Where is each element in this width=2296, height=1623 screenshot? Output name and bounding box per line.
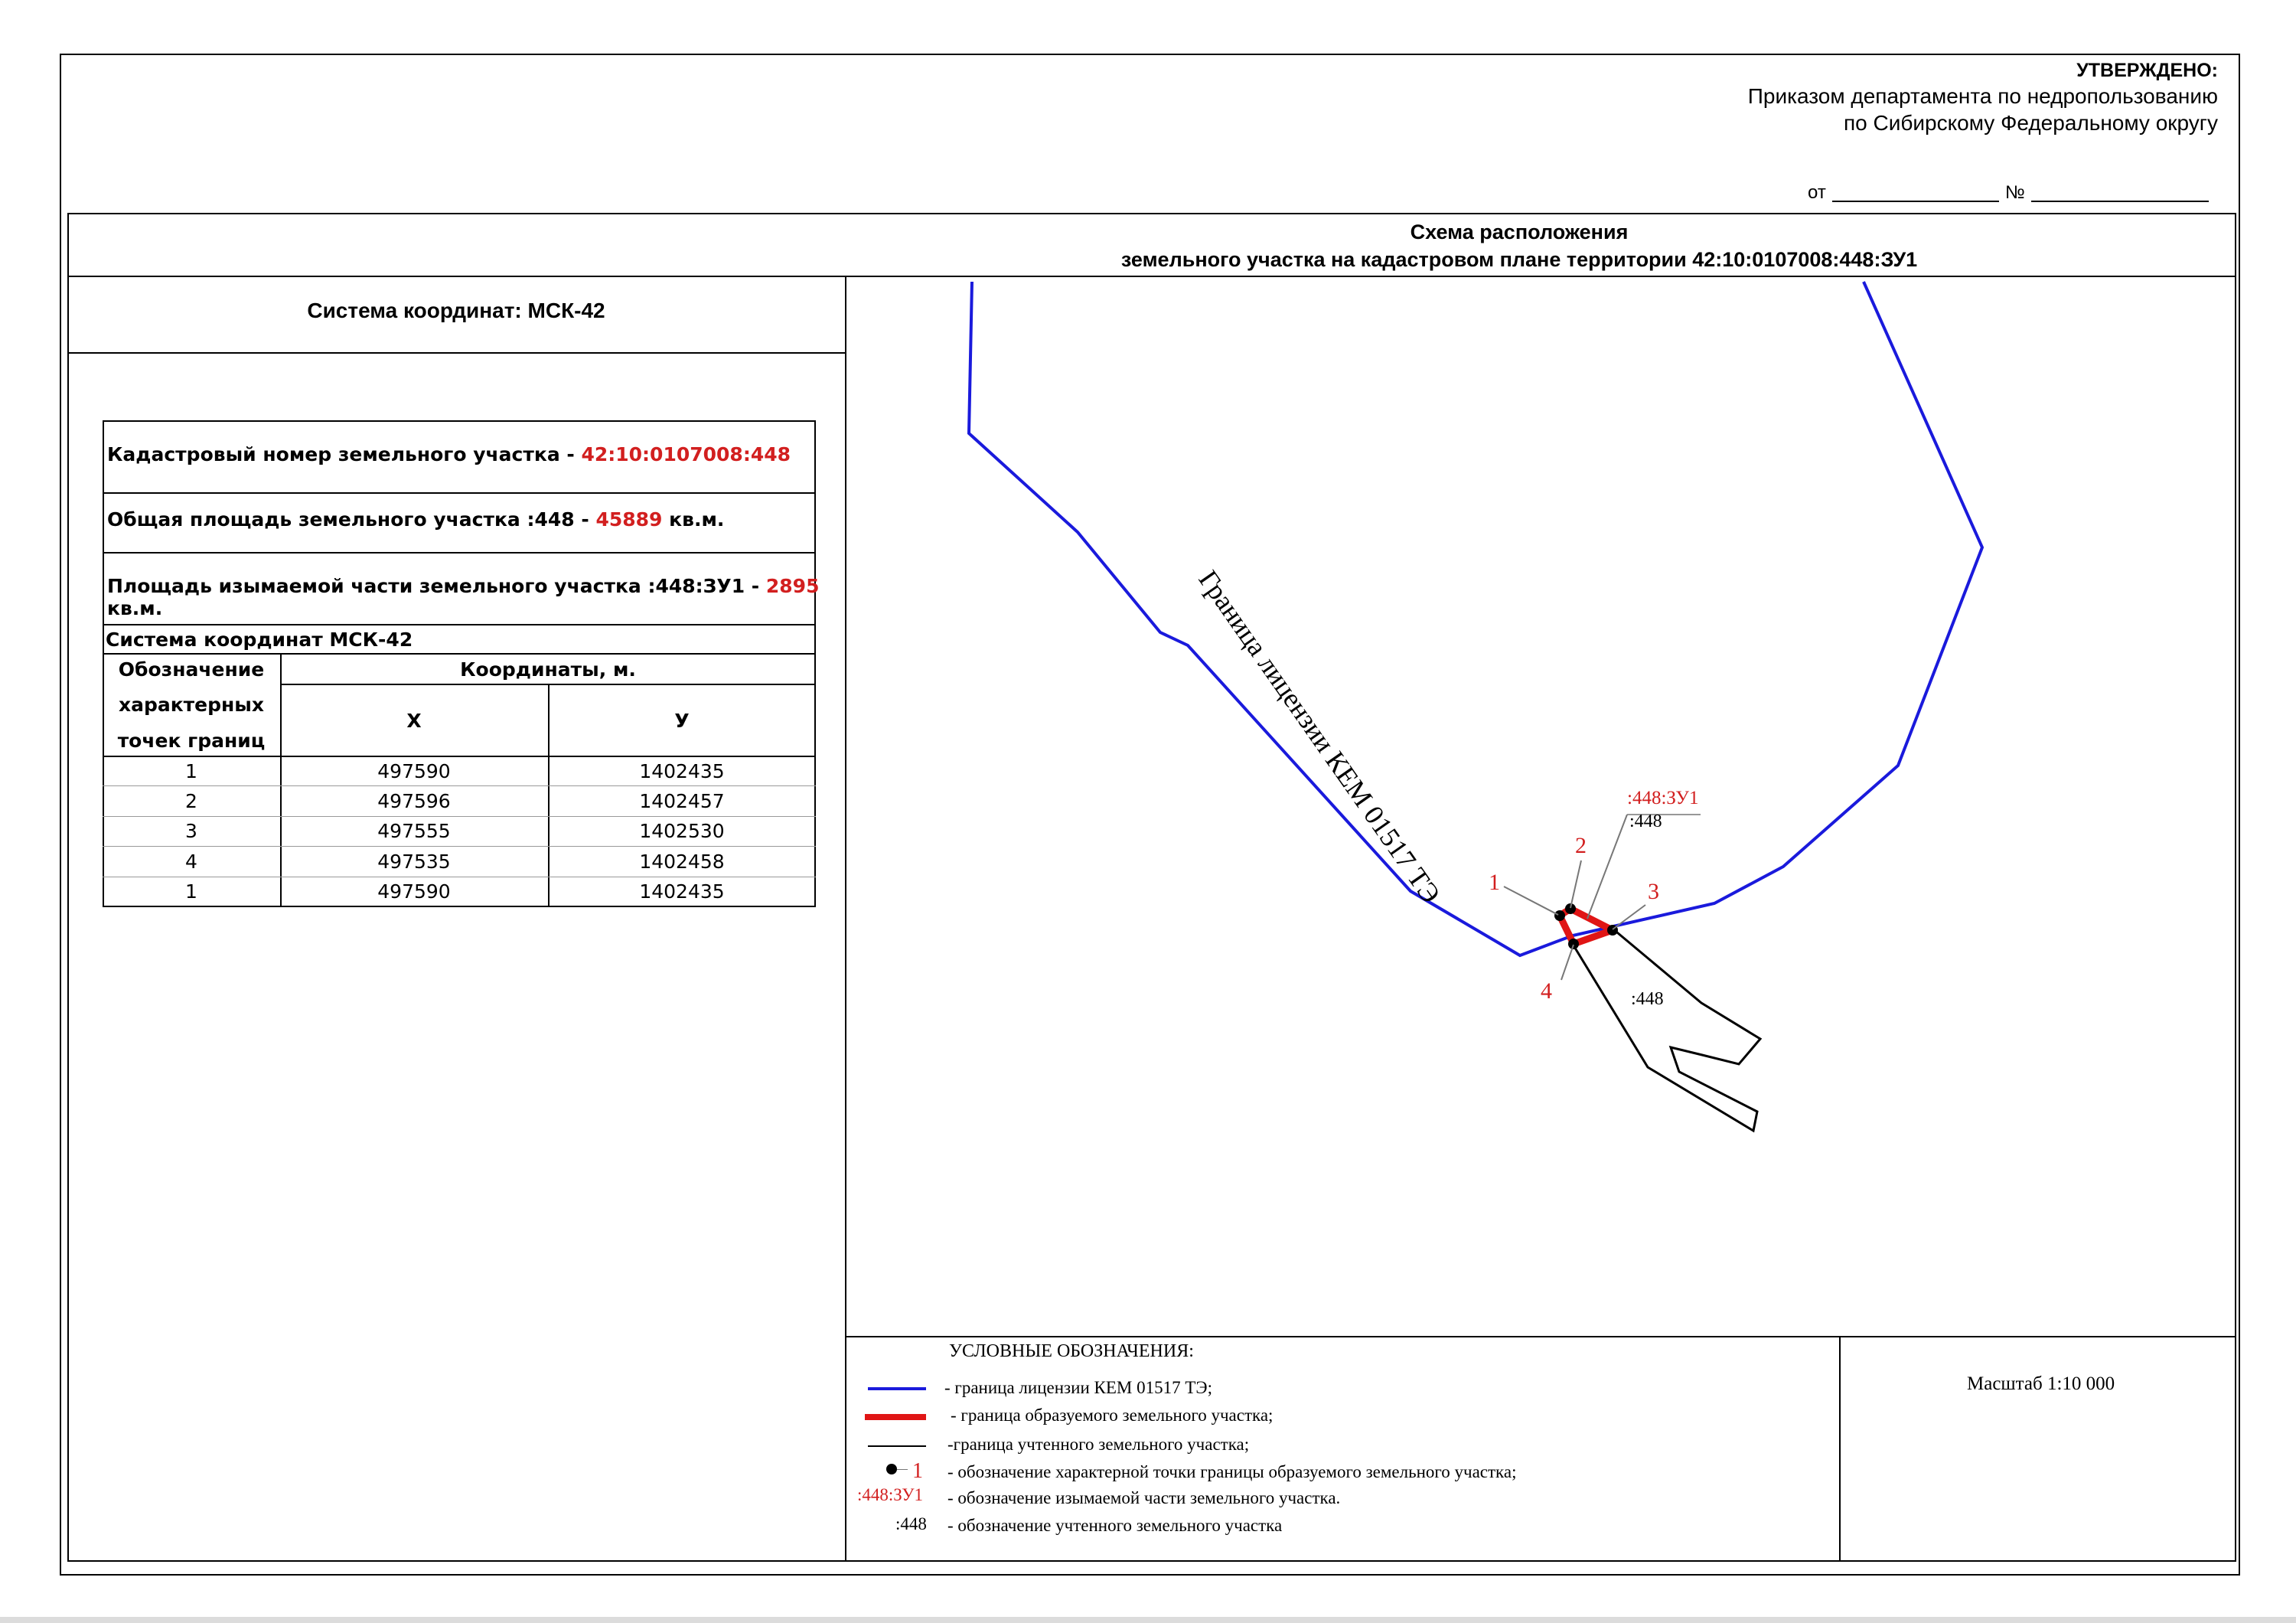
seized-unit: кв.м.: [107, 597, 163, 619]
col-point-header-1: Обозначение: [118, 658, 265, 681]
row-4-x: 497535: [377, 851, 451, 873]
approval-title: УТВЕРЖДЕНО:: [2076, 60, 2218, 81]
point-4-label: 4: [1541, 978, 1552, 1004]
row-4-point: 4: [185, 851, 197, 873]
legend-red-line-symbol: [865, 1414, 926, 1420]
col-coords-header: Координаты, м.: [460, 658, 636, 681]
legend-black-line-symbol: [868, 1445, 926, 1447]
parcel-448-body-label: :448: [1631, 989, 1664, 1009]
area-unit: кв.м.: [662, 508, 725, 531]
row-5-point: 1: [185, 880, 197, 903]
col-point-header-2: характерных: [118, 694, 265, 716]
row-1-point: 1: [185, 760, 197, 782]
existing-parcel-boundary: [1574, 929, 1760, 1131]
leader-point-2: [1570, 860, 1581, 908]
legend-top-divider: [845, 1336, 2236, 1337]
row-2-x: 497596: [377, 790, 451, 812]
map-scale: Масштаб 1:10 000: [1967, 1373, 2115, 1394]
seized-label: Площадь изымаемой части земельного участка :448:ЗУ1 -: [107, 575, 766, 597]
point-3-label: 3: [1648, 879, 1659, 904]
leader-point-1: [1504, 887, 1558, 915]
row-3-x: 497555: [377, 820, 451, 842]
scheme-title-line-1: Схема расположения: [1410, 220, 1629, 243]
row-3-y: 1402530: [639, 820, 725, 842]
row-1-x: 497590: [377, 760, 451, 782]
approval-line-1: Приказом департамента по недропользованию: [1747, 84, 2218, 108]
row-2-point: 2: [185, 790, 197, 812]
row-4-y: 1402458: [639, 851, 725, 873]
approval-date-label: от: [1808, 182, 1826, 203]
parcel-448-top-label: :448: [1629, 812, 1662, 831]
row-5-y: 1402435: [639, 880, 725, 903]
coord-system-header: Система координат: МСК-42: [307, 299, 605, 322]
point-4-marker: [1568, 939, 1579, 949]
legend-point-text: - обозначение характерной точки границы образуемого земельного участка;: [947, 1462, 1517, 1481]
col-y-header: У: [674, 710, 690, 732]
row-5-x: 497590: [377, 880, 451, 903]
cadastral-value: 42:10:0107008:448: [581, 443, 791, 465]
leader-parcel-label: [1587, 815, 1627, 919]
area-label: Общая площадь земельного участка :448 -: [107, 508, 596, 531]
legend-zu-text: - обозначение изымаемой части земельного участка.: [947, 1488, 1341, 1507]
leader-point-3: [1613, 905, 1645, 929]
point-1-label: 1: [1489, 870, 1500, 895]
legend-448-text: - обозначение учтенного земельного участка: [947, 1516, 1283, 1535]
table-caption: Система координат МСК-42: [106, 629, 413, 651]
parcel-zu1-label: :448:ЗУ1: [1627, 788, 1699, 808]
bottom-gray-band: [0, 1617, 2296, 1623]
legend-448-symbol: :448: [895, 1514, 927, 1533]
legend-point-leader: [897, 1469, 908, 1470]
legend-title: УСЛОВНЫЕ ОБОЗНАЧЕНИЯ:: [949, 1341, 1194, 1361]
legend-scale-divider: [1839, 1336, 1841, 1562]
row-2-y: 1402457: [639, 790, 725, 812]
area-value: 45889: [595, 508, 663, 531]
row-3-point: 3: [185, 820, 197, 842]
license-boundary-label: Граница лицензии КЕМ 01517 ТЭ: [1192, 564, 1446, 909]
legend-point-dot-icon: [886, 1464, 897, 1474]
legend-blue-line-symbol: [868, 1387, 926, 1390]
legend-point-symbol: 1: [912, 1459, 923, 1483]
license-boundary-line: [969, 282, 1982, 955]
approval-number-label: №: [2005, 182, 2025, 203]
point-2-label: 2: [1575, 833, 1587, 858]
legend-blue-line-text: - граница лицензии КЕМ 01517 ТЭ;: [944, 1378, 1212, 1397]
col-x-header: X: [406, 710, 422, 732]
scheme-title-line-2: земельного участка на кадастровом плане территории 42:10:0107008:448:ЗУ1: [1120, 248, 1918, 271]
legend-zu-symbol: :448:ЗУ1: [857, 1485, 924, 1504]
legend-black-line-text: -граница учтенного земельного участка;: [947, 1435, 1250, 1454]
point-1-marker: [1554, 910, 1565, 921]
approval-line-2: по Сибирскому Федеральному округу: [1843, 111, 2218, 135]
leader-point-4: [1561, 945, 1574, 980]
new-parcel-boundary: [1560, 909, 1613, 944]
cadastral-label: Кадастровый номер земельного участка -: [107, 443, 582, 465]
seized-value: 2895: [765, 575, 820, 597]
legend-red-line-text: - граница образуемого земельного участка;: [951, 1406, 1274, 1425]
col-point-header-3: точек границ: [117, 730, 266, 752]
row-1-y: 1402435: [639, 760, 725, 782]
